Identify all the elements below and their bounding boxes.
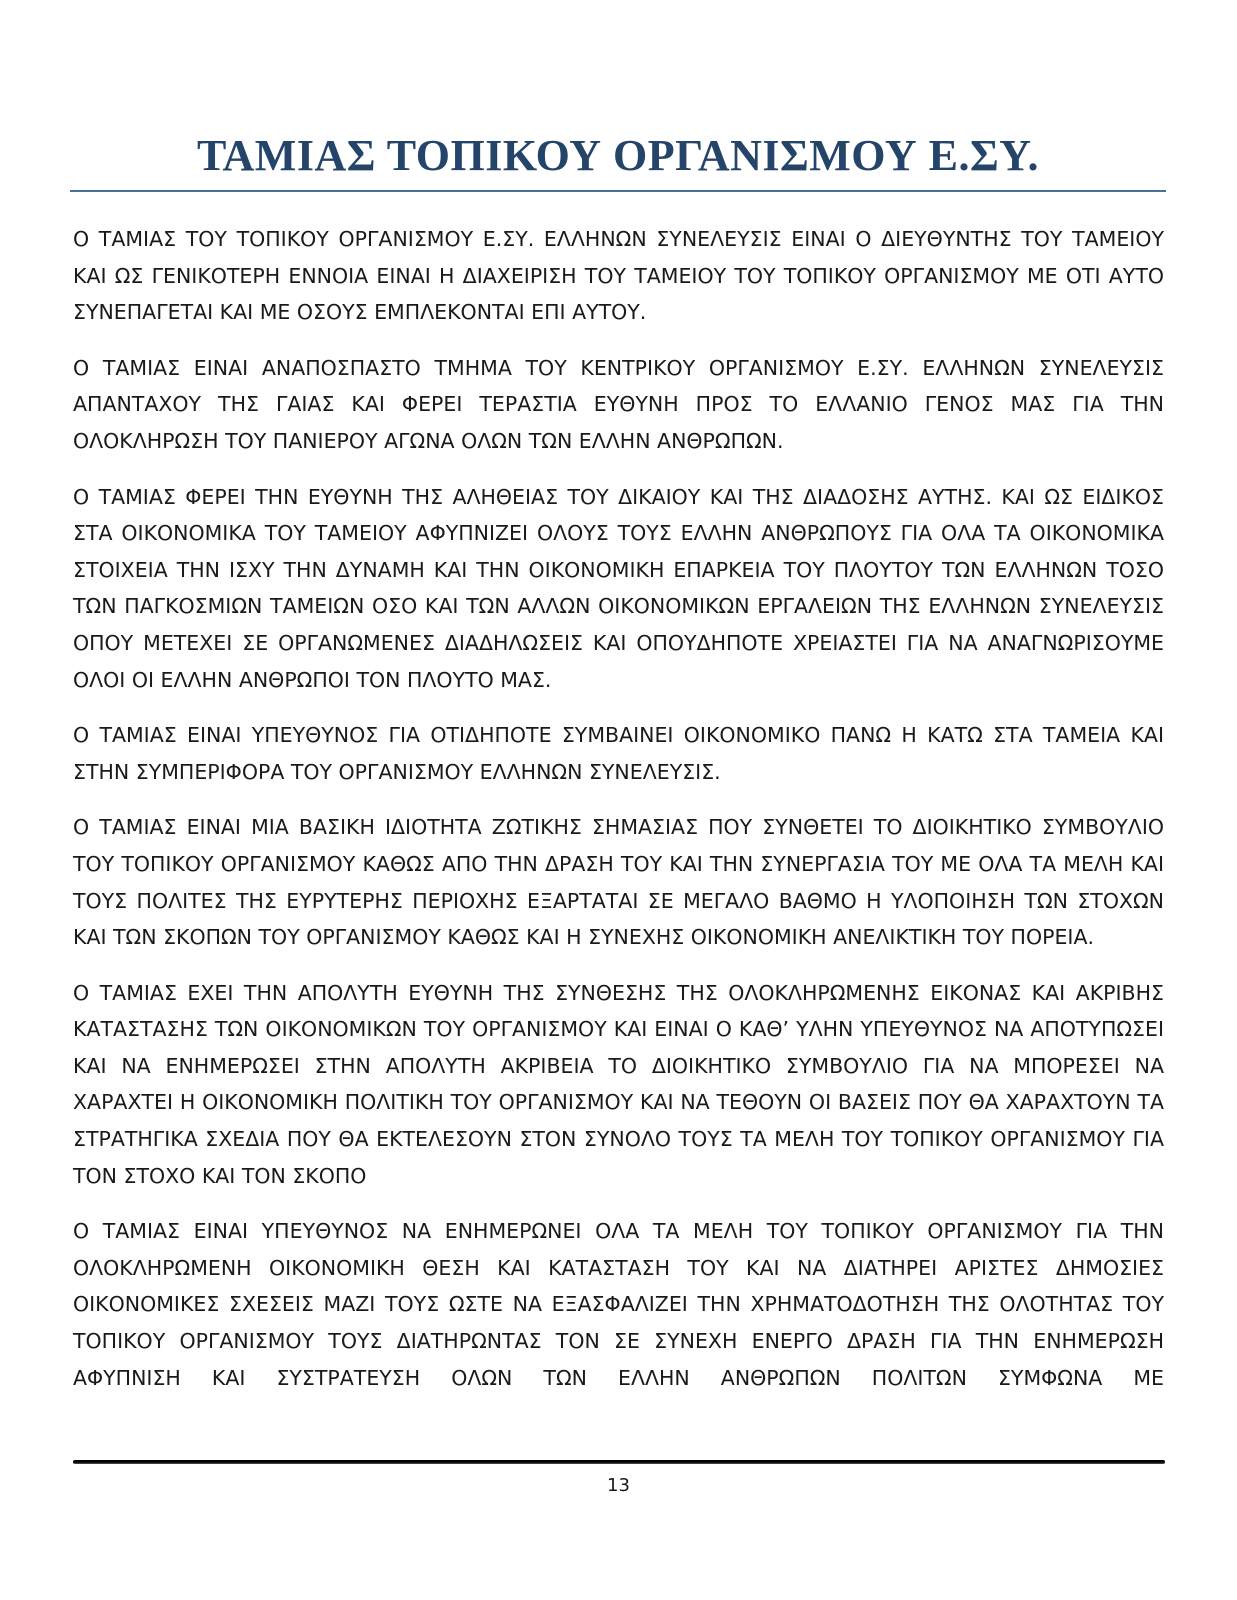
footer-divider <box>73 1460 1165 1464</box>
paragraph-3: Ο ΤΑΜΙΑΣ ΦΕΡΕΙ ΤΗΝ ΕΥΘΥΝΗ ΤΗΣ ΑΛΗΘΕΙΑΣ ΤΟΥ ΔΙΚΑΙΟΥ ΚΑΙ ΤΗΣ ΔΙΑΔΟΣΗΣ ΑΥΤΗΣ. ΚΑΙ ΩΣ ΕΙΔΙΚΟΣ ΣΤΑ ΟΙΚΟΝΟΜΙΚΑ ΤΟΥ ΤΑΜΕΙΟΥ ΑΦΥΠΝΙΖΕΙ ΟΛΟΥΣ ΤΟΥΣ ΕΛΛΗΝ ΑΝΘΡΩΠΟΥΣ ΓΙΑ ΟΛΑ ΤΑ ΟΙΚΟΝΟΜΙΚΑ ΣΤΟΙΧΕΙΑ ΤΗΝ ΙΣΧΥ ΤΗΝ ΔΥΝΑΜΗ ΚΑΙ ΤΗΝ ΟΙΚΟΝΟΜΙΚΗ ΕΠΑΡΚΕΙΑ ΤΟΥ ΠΛΟΥΤΟΥ ΤΩΝ ΕΛΛΗΝΩΝ ΤΟΣΟ ΤΩΝ ΠΑΓΚΟΣΜΙΩΝ ΤΑΜΕΙΩΝ ΟΣΟ ΚΑΙ ΤΩΝ ΑΛΛΩΝ ΟΙΚΟΝΟΜΙΚΩΝ ΕΡΓΑΛΕΙΩΝ ΤΗΣ ΕΛΛΗΝΩΝ ΣΥΝΕΛΕΥΣΙΣ ΟΠΟΥ ΜΕΤΕΧΕΙ ΣΕ ΟΡΓΑΝΩΜΕΝΕΣ ΔΙΑΔΗΛΩΣΕΙΣ ΚΑΙ ΟΠΟΥΔΗΠΟΤΕ ΧΡΕΙΑΣΤΕΙ ΓΙΑ ΝΑ ΑΝΑΓΝΩΡΙΣΟΥΜΕ ΟΛΟΙ ΟΙ ΕΛΛΗΝ ΑΝΘΡΩΠΟΙ ΤΟΝ ΠΛΟΥΤΟ ΜΑΣ. <box>73 484 1164 692</box>
title-divider <box>70 190 1166 192</box>
paragraph-6: Ο ΤΑΜΙΑΣ ΕΧΕΙ ΤΗΝ ΑΠΟΛΥΤΗ ΕΥΘΥΝΗ ΤΗΣ ΣΥΝΘΕΣΗΣ ΤΗΣ ΟΛΟΚΛΗΡΩΜΕΝΗΣ ΕΙΚΟΝΑΣ ΚΑΙ ΑΚΡΙΒΗΣ ΚΑΤΑΣΤΑΣΗΣ ΤΩΝ ΟΙΚΟΝΟΜΙΚΩΝ ΤΟΥ ΟΡΓΑΝΙΣΜΟΥ ΚΑΙ ΕΙΝΑΙ Ο ΚΑΘ’ ΥΛΗΝ ΥΠΕΥΘΥΝΟΣ ΝΑ ΑΠΟΤΥΠΩΣΕΙ ΚΑΙ ΝΑ ΕΝΗΜΕΡΩΣΕΙ ΣΤΗΝ ΑΠΟΛΥΤΗ ΑΚΡΙΒΕΙΑ ΤΟ ΔΙΟΙΚΗΤΙΚΟ ΣΥΜΒΟΥΛΙΟ ΓΙΑ ΝΑ ΜΠΟΡΕΣΕΙ ΝΑ ΧΑΡΑΧΤΕΙ Η ΟΙΚΟΝΟΜΙΚΗ ΠΟΛΙΤΙΚΗ ΤΟΥ ΟΡΓΑΝΙΣΜΟΥ ΚΑΙ ΝΑ ΤΕΘΟΥΝ ΟΙ ΒΑΣΕΙΣ ΠΟΥ ΘΑ ΧΑΡΑΧΤΟΥΝ ΤΑ ΣΤΡΑΤΗΓΙΚΑ ΣΧΕΔΙΑ ΠΟΥ ΘΑ ΕΚΤΕΛΕΣΟΥΝ ΣΤΟΝ ΣΥΝΟΛΟ ΤΟΥΣ ΤΑ ΜΕΛΗ ΤΟΥ ΤΟΠΙΚΟΥ ΟΡΓΑΝΙΣΜΟΥ ΓΙΑ ΤΟΝ ΣΤΟΧΟ ΚΑΙ ΤΟΝ ΣΚΟΠΟ <box>73 980 1164 1188</box>
paragraph-5: Ο ΤΑΜΙΑΣ ΕΙΝΑΙ ΜΙΑ ΒΑΣΙΚΗ ΙΔΙΟΤΗΤΑ ΖΩΤΙΚΗΣ ΣΗΜΑΣΙΑΣ ΠΟΥ ΣΥΝΘΕΤΕΙ ΤΟ ΔΙΟΙΚΗΤΙΚΟ ΣΥΜΒΟΥΛΙΟ ΤΟΥ ΤΟΠΙΚΟΥ ΟΡΓΑΝΙΣΜΟΥ ΚΑΘΩΣ ΑΠΟ ΤΗΝ ΔΡΑΣΗ ΤΟΥ ΚΑΙ ΤΗΝ ΣΥΝΕΡΓΑΣΙΑ ΤΟΥ ΜΕ ΟΛΑ ΤΑ ΜΕΛΗ ΚΑΙ ΤΟΥΣ ΠΟΛΙΤΕΣ ΤΗΣ ΕΥΡΥΤΕΡΗΣ ΠΕΡΙΟΧΗΣ ΕΞΑΡΤΑΤΑΙ ΣΕ ΜΕΓΑΛΟ ΒΑΘΜΟ Η ΥΛΟΠΟΙΗΣΗ ΤΩΝ ΣΤΟΧΩΝ ΚΑΙ ΤΩΝ ΣΚΟΠΩΝ ΤΟΥ ΟΡΓΑΝΙΣΜΟΥ ΚΑΘΩΣ ΚΑΙ Η ΣΥΝΕΧΗΣ ΟΙΚΟΝΟΜΙΚΗ ΑΝΕΛΙΚΤΙΚΗ ΤΟΥ ΠΟΡΕΙΑ. <box>73 815 1164 950</box>
paragraph-4: Ο ΤΑΜΙΑΣ ΕΙΝΑΙ ΥΠΕΥΘΥΝΟΣ ΓΙΑ ΟΤΙΔΗΠΟΤΕ ΣΥΜΒΑΙΝΕΙ ΟΙΚΟΝΟΜΙΚΟ ΠΑΝΩ Η ΚΑΤΩ ΣΤΑ ΤΑΜΕΙΑ ΚΑΙ ΣΤΗΝ ΣΥΜΠΕΡΙΦΟΡΑ ΤΟΥ ΟΡΓΑΝΙΣΜΟΥ ΕΛΛΗΝΩΝ ΣΥΝΕΛΕΥΣΙΣ. <box>73 723 1164 784</box>
paragraph-1: Ο ΤΑΜΙΑΣ ΤΟΥ ΤΟΠΙΚΟΥ ΟΡΓΑΝΙΣΜΟΥ Ε.ΣΥ. ΕΛΛΗΝΩΝ ΣΥΝΕΛΕΥΣΙΣ ΕΙΝΑΙ Ο ΔΙΕΥΘΥΝΤΗΣ ΤΟΥ ΤΑΜΕΙΟΥ ΚΑΙ ΩΣ ΓΕΝΙΚΟΤΕΡΗ ΕΝΝΟΙΑ ΕΙΝΑΙ Η ΔΙΑΧΕΙΡΙΣΗ ΤΟΥ ΤΑΜΕΙΟΥ ΤΟΥ ΤΟΠΙΚΟΥ ΟΡΓΑΝΙΣΜΟΥ ΜΕ ΟΤΙ ΑΥΤΟ ΣΥΝΕΠΑΓΕΤΑΙ ΚΑΙ ΜΕ ΟΣΟΥΣ ΕΜΠΛΕΚΟΝΤΑΙ ΕΠΙ ΑΥΤΟΥ. <box>73 227 1164 325</box>
paragraph-7: Ο ΤΑΜΙΑΣ ΕΙΝΑΙ ΥΠΕΥΘΥΝΟΣ ΝΑ ΕΝΗΜΕΡΩΝΕΙ ΟΛΑ ΤΑ ΜΕΛΗ ΤΟΥ ΤΟΠΙΚΟΥ ΟΡΓΑΝΙΣΜΟΥ ΓΙΑ ΤΗΝ ΟΛΟΚΛΗΡΩΜΕΝΗ ΟΙΚΟΝΟΜΙΚΗ ΘΕΣΗ ΚΑΙ ΚΑΤΑΣΤΑΣΗ ΤΟΥ ΚΑΙ ΝΑ ΔΙΑΤΗΡΕΙ ΑΡΙΣΤΕΣ ΔΗΜΟΣΙΕΣ ΟΙΚΟΝΟΜΙΚΕΣ ΣΧΕΣΕΙΣ ΜΑΖΙ ΤΟΥΣ ΩΣΤΕ ΝΑ ΕΞΑΣΦΑΛΙΖΕΙ ΤΗΝ ΧΡΗΜΑΤΟΔΟΤΗΣΗ ΤΗΣ ΟΛΟΤΗΤΑΣ ΤΟΥ ΤΟΠΙΚΟΥ ΟΡΓΑΝΙΣΜΟΥ ΤΟΥΣ ΔΙΑΤΗΡΩΝΤΑΣ ΤΟΝ ΣΕ ΣΥΝΕΧΗ ΕΝΕΡΓΟ ΔΡΑΣΗ ΓΙΑ ΤΗΝ ΕΝΗΜΕΡΩΣΗ ΑΦΥΠΝΙΣΗ ΚΑΙ ΣΥΣΤΡΑΤΕΥΣΗ ΟΛΩΝ ΤΩΝ ΕΛΛΗΝ ΑΝΘΡΩΠΩΝ ΠΟΛΙΤΩΝ ΣΥΜΦΩΝΑ ΜΕ <box>73 1219 1164 1390</box>
page-number: 13 <box>607 1475 630 1496</box>
document-body <box>73 221 1164 1415</box>
paragraph-2: Ο ΤΑΜΙΑΣ ΕΙΝΑΙ ΑΝΑΠΟΣΠΑΣΤΟ ΤΜΗΜΑ ΤΟΥ ΚΕΝΤΡΙΚΟΥ ΟΡΓΑΝΙΣΜΟΥ Ε.ΣΥ. ΕΛΛΗΝΩΝ ΣΥΝΕΛΕΥΣΙΣ ΑΠΑΝΤΑΧΟΥ ΤΗΣ ΓΑΙΑΣ ΚΑΙ ΦΕΡΕΙ ΤΕΡΑΣΤΙΑ ΕΥΘΥΝΗ ΠΡΟΣ ΤΟ ΕΛΛΑΝΙΟ ΓΕΝΟΣ ΜΑΣ ΓΙΑ ΤΗΝ ΟΛΟΚΛΗΡΩΣΗ ΤΟΥ ΠΑΝΙΕΡΟΥ ΑΓΩΝΑ ΟΛΩΝ ΤΩΝ ΕΛΛΗΝ ΑΝΘΡΩΠΩΝ. <box>73 355 1164 453</box>
page-title: ΤΑΜΙΑΣ ΤΟΠΙΚΟΥ ΟΡΓΑΝΙΣΜΟΥ Ε.ΣΥ. <box>196 131 1040 180</box>
